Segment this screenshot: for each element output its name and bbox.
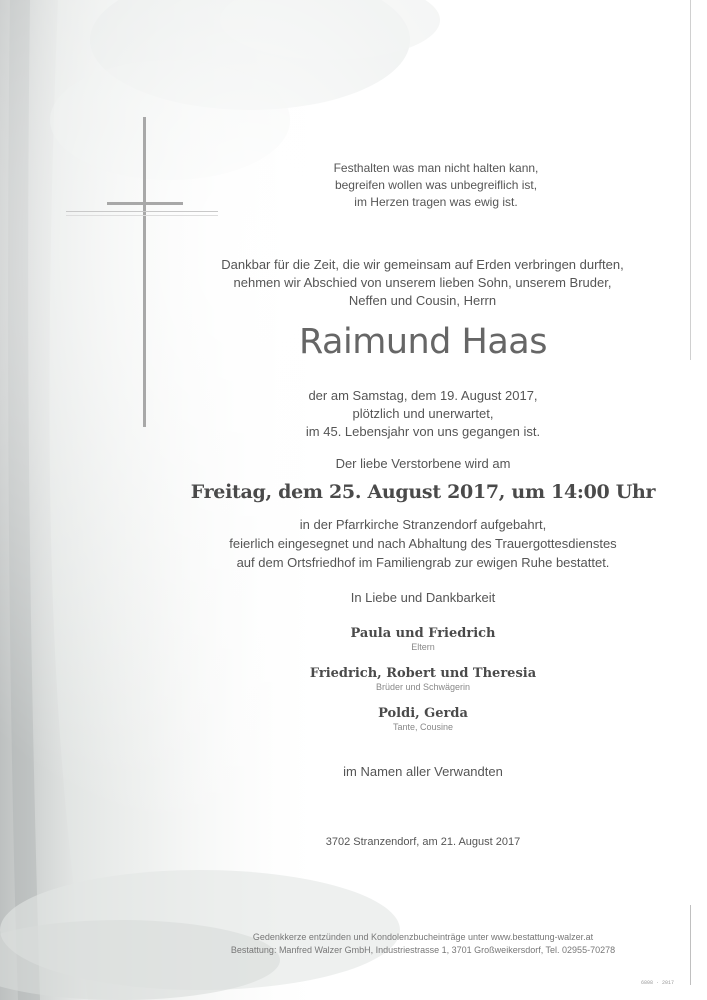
mourner-entry [140,666,706,692]
thanks-text: In Liebe und Dankbarkeit [350,590,496,605]
mourner-entry [140,706,706,732]
mourner-name: Poldi, Gerda [378,706,468,721]
cross-decorative-line-2 [66,215,218,216]
ceremony-details [140,515,706,572]
intro-line: Dankbar für die Zeit, die wir gemeinsam auf Erden verbringen durften, [221,257,624,272]
mourner-entry [140,626,706,652]
mourner-role: Tante, Cousine [392,722,454,732]
ceremony-line: auf dem Ortsfriedhof im Familiengrab zur ewigen Ruhe bestattet. [236,555,610,570]
intro-text [140,256,705,310]
mourner-name: Friedrich, Robert und Theresia [309,666,537,681]
print-mark: 6808 · 2017 [641,980,675,986]
cross-decorative-line [66,211,218,212]
announcement-text: Der liebe Verstorbene wird am [335,456,511,471]
death-info-line: im 45. Lebensjahr von uns gegangen ist. [305,424,541,439]
quote-line: begreifen wollen was unbegreiflich ist, [334,178,538,192]
quote-line: im Herzen tragen was ewig ist. [354,195,518,209]
on-behalf-text: im Namen aller Verwandten [343,764,503,779]
memorial-quote [140,160,706,211]
mourner-role: Eltern [411,642,435,652]
mourner-role: Brüder und Schwägerin [375,682,471,692]
death-info-line: plötzlich und unerwartet, [352,406,494,421]
place-and-date: 3702 Stranzendorf, am 21. August 2017 [325,836,521,848]
intro-line: Neffen und Cousin, Herrn [348,293,497,308]
funeral-home-footer [140,931,706,957]
ceremony-line: in der Pfarrkirche Stranzendorf aufgebahrt, [299,517,547,532]
mourner-name: Paula und Friedrich [350,626,496,641]
footer-line: Bestattung: Manfred Walzer GmbH, Industriestrasse 1, 3701 Großweikersdorf, Tel. 02955-70278 [230,945,616,955]
quote-line: Festhalten was man nicht halten kann, [333,161,539,175]
footer-line: Gedenkkerze entzünden und Kondolenzbucheinträge unter www.bestattung-walzer.at [252,932,594,942]
deceased-name: Raimund Haas [299,322,547,362]
death-info-line: der am Samstag, dem 19. August 2017, [308,388,538,403]
ceremony-line: feierlich eingesegnet und nach Abhaltung des Trauergottesdienstes [229,536,617,551]
funeral-date: Freitag, dem 25. August 2017, um 14:00 Uhr [190,481,656,503]
death-info [140,387,706,441]
intro-line: nehmen wir Abschied von unserem lieben Sohn, unserem Bruder, [233,275,612,290]
